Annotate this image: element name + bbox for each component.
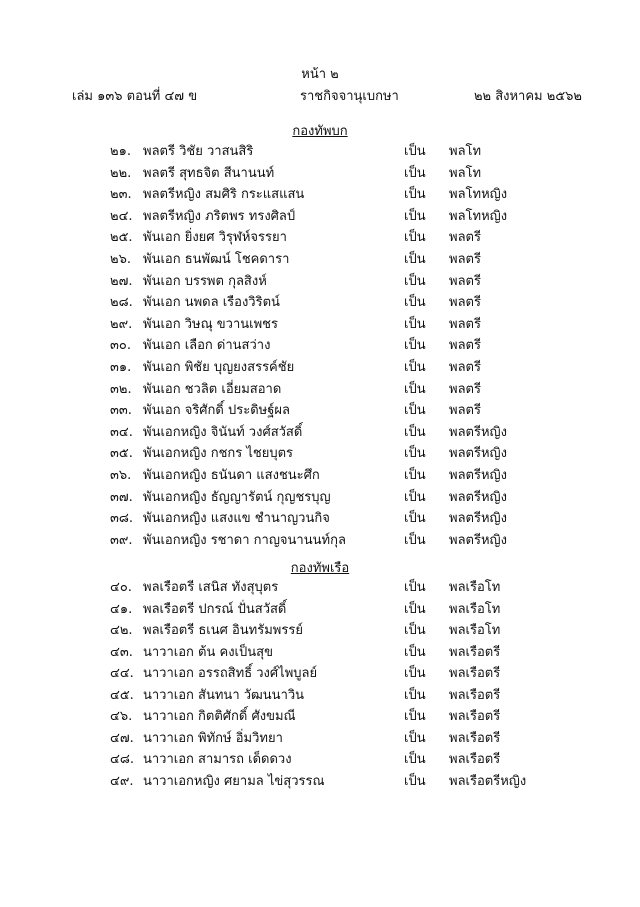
row-num: ๒๘. — [110, 295, 133, 311]
appointment-row — [0, 707, 640, 727]
appointment-row — [0, 466, 640, 486]
appointment-row — [0, 750, 640, 770]
row-name: พลเรือตรี ปกรณ์ ปั่นสวัสดิ์ — [143, 601, 287, 617]
appointment-row — [0, 401, 640, 421]
row-name: พันเอกหญิง ธัญญารัตน์ กุญชรบุญ — [143, 489, 331, 505]
row-num: ๔๒. — [110, 623, 133, 638]
row-rank: พลตรีหญิง — [449, 424, 507, 440]
row-pen: เป็น — [404, 644, 426, 660]
row-num: ๓๓. — [110, 403, 132, 419]
row-pen: เป็น — [404, 752, 426, 767]
row-name: พันเอก บรรพต กุลสิงห์ — [143, 273, 267, 289]
row-num: ๔๘. — [110, 752, 135, 767]
publication-title: ราชกิจจานุเบกษา — [300, 89, 399, 104]
row-pen: เป็น — [404, 666, 426, 681]
appointment-row — [0, 444, 640, 464]
appointment-row — [0, 272, 640, 292]
row-name: นาวาเอก สันทนา วัฒนนาวิน — [143, 687, 305, 703]
row-rank: พลเรือตรี — [449, 644, 501, 660]
row-pen: เป็น — [404, 165, 426, 181]
appointment-row — [0, 643, 640, 663]
row-rank: พลตรีหญิง — [449, 446, 507, 462]
row-num: ๔๙. — [110, 773, 134, 789]
row-rank: พลเรือตรี — [449, 752, 501, 767]
row-name: พันเอกหญิง กชกร ไชยบุตร — [143, 446, 294, 462]
row-pen: เป็น — [404, 489, 426, 505]
row-name: พันเอก ธนพัฒน์ โชคดารา — [143, 252, 290, 267]
appointment-row — [0, 621, 640, 641]
row-pen: เป็น — [404, 730, 426, 746]
appointment-row — [0, 488, 640, 508]
row-name: นาวาเอก กิตติศักดิ์ ศังขมณี — [143, 709, 296, 724]
row-rank: พลโทหญิง — [449, 208, 508, 224]
row-rank: พลตรี — [449, 316, 481, 332]
appointment-row — [0, 578, 640, 598]
row-name: นาวาเอกหญิง ศยามล ไข่สุวรรณ — [143, 773, 325, 789]
row-rank: พลเรือโท — [449, 580, 501, 595]
row-name: นาวาเอก อรรถสิทธิ์ วงศ์ไพบูลย์ — [143, 666, 318, 681]
row-pen: เป็น — [404, 468, 426, 483]
appointment-row — [0, 207, 640, 227]
row-name: พันเอก วิษณุ ขวานเพชร — [143, 316, 278, 332]
row-pen: เป็น — [404, 511, 426, 527]
section-heading — [0, 557, 640, 578]
row-name: พันเอกหญิง จินันท์ วงศ์สวัสดิ์ — [143, 424, 303, 440]
row-name: พลตรี สุทธจิต สีนานนท์ — [143, 165, 275, 181]
page-number: หน้า ๒ — [301, 67, 339, 82]
row-name: พันเอก เลือก ด่านสว่าง — [143, 338, 271, 354]
appointment-row — [0, 293, 640, 313]
row-name: พันเอก จริศักดิ์ ประดิษฐ์ผล — [143, 403, 290, 419]
row-pen: เป็น — [404, 601, 426, 617]
row-pen: เป็น — [404, 230, 426, 246]
row-num: ๔๔. — [110, 666, 134, 681]
row-rank: พลโท — [449, 165, 482, 181]
row-num: ๓๙. — [110, 532, 133, 548]
row-rank: พลตรีหญิง — [449, 532, 507, 548]
row-rank: พลเรือตรี — [449, 730, 501, 746]
row-pen: เป็น — [404, 338, 426, 354]
row-num: ๔๗. — [110, 730, 134, 746]
row-pen: เป็น — [404, 316, 426, 332]
row-pen: เป็น — [404, 295, 426, 311]
row-name: พันเอกหญิง ธนันดา แสงชนะศึก — [143, 468, 320, 483]
row-rank: พลตรีหญิง — [449, 489, 507, 505]
row-name: พันเอกหญิง รชาดา กาญจนานนท์กุล — [143, 532, 346, 548]
row-pen: เป็น — [404, 403, 426, 419]
row-pen: เป็น — [404, 580, 426, 595]
section-heading — [0, 120, 640, 141]
appointment-row — [0, 664, 640, 684]
row-pen: เป็น — [404, 208, 426, 224]
row-rank: พลตรี — [449, 273, 481, 289]
row-num: ๓๕. — [110, 446, 133, 462]
row-num: ๓๒. — [110, 381, 132, 397]
row-name: พลตรี วิชัย วาสนสิริ — [143, 144, 254, 159]
row-num: ๔๐. — [110, 580, 132, 595]
row-rank: พลตรี — [449, 381, 481, 397]
row-rank: พลเรือตรี — [449, 687, 501, 703]
appointment-row — [0, 250, 640, 270]
row-pen: เป็น — [404, 687, 426, 703]
row-num: ๒๖. — [110, 252, 131, 267]
row-rank: พลโทหญิง — [449, 187, 508, 203]
appointment-row — [0, 164, 640, 184]
appointment-row — [0, 380, 640, 400]
row-rank: พลเรือโท — [449, 623, 501, 638]
row-pen: เป็น — [404, 446, 426, 462]
row-name: พลเรือตรี เสนิส ทังสุบุตร — [143, 580, 279, 595]
appointment-row — [0, 185, 640, 205]
row-pen: เป็น — [404, 144, 426, 159]
row-name: นาวาเอก พิทักษ์ อิ่มวิทยา — [143, 730, 283, 746]
row-name: พลตรีหญิง ภริตพร ทรงศิลป์ — [143, 208, 296, 224]
row-pen: เป็น — [404, 424, 426, 440]
row-rank: พลเรือตรี — [449, 666, 501, 681]
row-rank: พลตรี — [449, 360, 481, 375]
row-name: พลเรือตรี ธเนศ อินทรัมพรรย์ — [143, 623, 303, 638]
row-rank: พลเรือตรี — [449, 709, 501, 724]
row-rank: พลตรี — [449, 403, 481, 419]
row-rank: พลเรือโท — [449, 601, 501, 617]
row-rank: พลตรี — [449, 295, 481, 311]
row-name: พันเอก นพดล เรืองวิริตน์ — [143, 295, 280, 311]
row-pen: เป็น — [404, 252, 426, 267]
row-rank: พลตรีหญิง — [449, 468, 507, 483]
row-num: ๒๑. — [110, 144, 131, 159]
row-pen: เป็น — [404, 187, 426, 203]
section-title: กองทัพเรือ — [290, 561, 350, 576]
row-num: ๓๑. — [110, 360, 132, 375]
row-rank: พลตรี — [449, 230, 481, 246]
row-pen: เป็น — [404, 273, 426, 289]
appointment-row — [0, 423, 640, 443]
row-num: ๓๐. — [110, 338, 131, 354]
row-rank: พลเรือตรีหญิง — [449, 773, 527, 789]
row-rank: พลตรีหญิง — [449, 511, 507, 527]
row-name: นาวาเอก สามารถ เด็ดดวง — [143, 752, 292, 767]
appointment-row — [0, 686, 640, 706]
row-num: ๒๓. — [110, 187, 132, 203]
appointment-row — [0, 772, 640, 792]
row-pen: เป็น — [404, 773, 426, 789]
appointment-row — [0, 142, 640, 162]
section-title: กองทัพบก — [292, 124, 348, 139]
row-name: พันเอก ชวลิต เอี่ยมสอาด — [143, 381, 282, 397]
row-num: ๔๑. — [110, 601, 133, 617]
row-name: พลตรีหญิง สมศิริ กระแสแสน — [143, 187, 305, 203]
row-name: พันเอก ยิ่งยศ วิรุฬห์จรรยา — [143, 230, 287, 246]
volume-issue: เล่ม ๑๓๖ ตอนที่ ๔๗ ข — [72, 89, 198, 104]
row-rank: พลตรี — [449, 338, 481, 354]
row-num: ๒๗. — [110, 273, 133, 289]
row-name: พันเอก พิชัย บุญยงสรรค์ชัย — [143, 360, 295, 375]
row-num: ๓๘. — [110, 511, 134, 527]
row-name: นาวาเอก ต้น คงเป็นสุข — [143, 644, 273, 660]
appointment-row — [0, 336, 640, 356]
row-num: ๒๒. — [110, 165, 132, 181]
appointment-row — [0, 531, 640, 551]
row-num: ๒๔. — [110, 208, 133, 224]
appointment-row — [0, 228, 640, 248]
row-num: ๓๖. — [110, 468, 132, 483]
row-num: ๒๙. — [110, 316, 133, 332]
row-num: ๔๕. — [110, 687, 134, 703]
row-pen: เป็น — [404, 381, 426, 397]
row-pen: เป็น — [404, 360, 426, 375]
row-rank: พลโท — [449, 144, 482, 159]
row-rank: พลตรี — [449, 252, 481, 267]
appointment-row — [0, 315, 640, 335]
row-name: พันเอกหญิง แสงแข ชำนาญวนกิจ — [143, 511, 330, 527]
appointment-row — [0, 600, 640, 620]
row-pen: เป็น — [404, 532, 426, 548]
row-pen: เป็น — [404, 709, 426, 724]
appointment-row — [0, 358, 640, 378]
row-num: ๒๕. — [110, 230, 133, 246]
appointment-row — [0, 509, 640, 529]
row-num: ๓๔. — [110, 424, 133, 440]
row-pen: เป็น — [404, 623, 426, 638]
publication-date: ๒๒ สิงหาคม ๒๕๖๒ — [473, 89, 582, 104]
row-num: ๔๖. — [110, 709, 133, 724]
row-num: ๓๗. — [110, 489, 133, 505]
row-num: ๔๓. — [110, 644, 133, 660]
appointment-row — [0, 729, 640, 749]
